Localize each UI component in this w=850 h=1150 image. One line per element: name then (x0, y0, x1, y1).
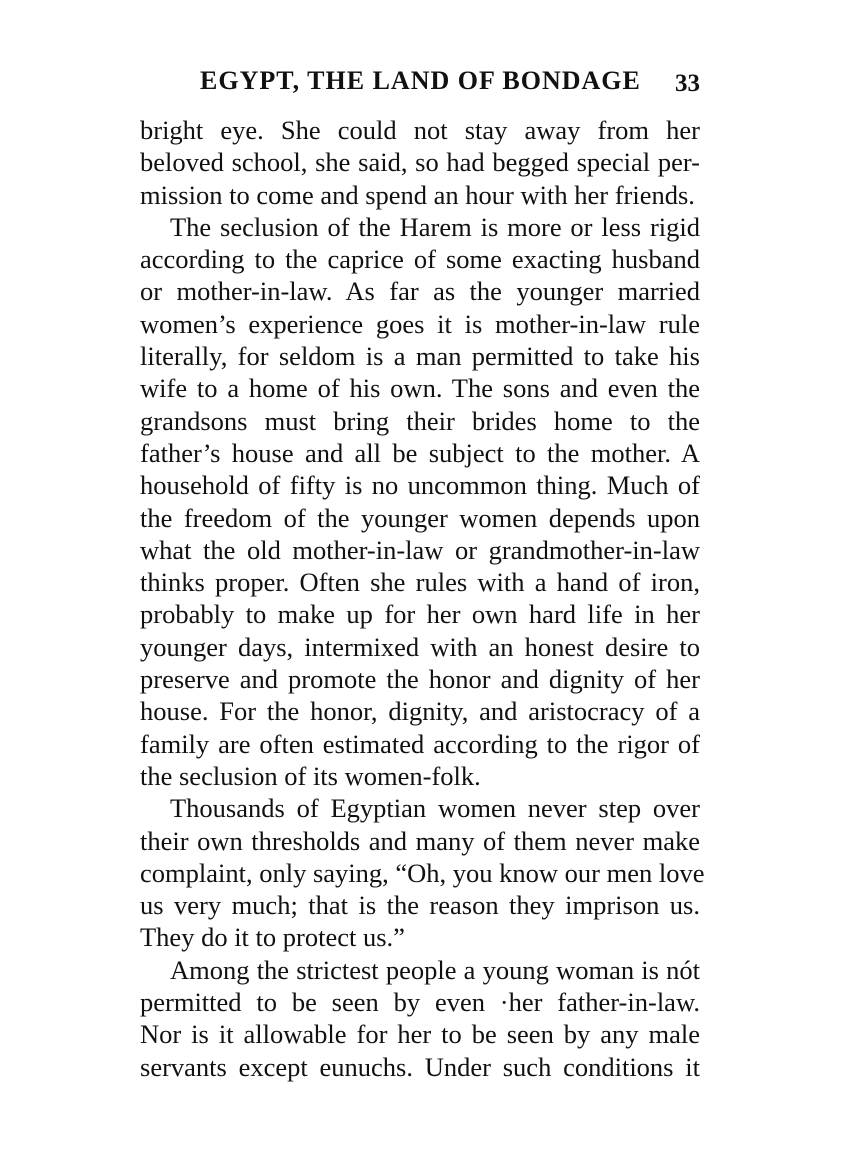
text-line: mission to come and spend an hour with her friends. (140, 179, 695, 210)
text-line: servants except eunuchs. Under such conditions it (140, 1051, 700, 1082)
text-line: They do it to protect us.” (140, 922, 405, 953)
text-line: bright eye. She could not stay away from her (140, 115, 700, 145)
text-line: or mother-in-law. As far as the younger married (140, 276, 700, 307)
text-line: probably to make up for her own hard life in her (140, 599, 700, 630)
text-line: beloved school, she said, so had begged special per- (140, 147, 700, 178)
text-line: women’s experience goes it is mother-in-law rule (140, 308, 700, 339)
text-line: The seclusion of the Harem is more or less rigid (170, 211, 700, 242)
running-title: EGYPT, THE LAND OF BONDAGE (200, 66, 641, 95)
text-line: wife to a home of his own. The sons and even the (140, 373, 700, 404)
text-line: thinks proper. Often she rules with a hand of iron, (140, 567, 700, 598)
text-line: house. For the honor, dignity, and aristocracy of a (140, 696, 700, 727)
text-line: family are often estimated according to the rigor of (140, 728, 700, 759)
text-line: the seclusion of its women-folk. (140, 760, 481, 791)
text-line: Nor is it allowable for her to be seen by any male (140, 1019, 700, 1050)
text-line: complaint, only saying, “Oh, you know our men love (140, 857, 705, 888)
text-line: younger days, intermixed with an honest desire to (140, 631, 700, 662)
text-line: Among the strictest people a young woman is nót (170, 954, 700, 985)
text-line: preserve and promote the honor and dignity of her (140, 664, 700, 695)
text-line: permitted to be seen by even ·her father-in-law. (140, 987, 700, 1018)
text-line: what the old mother-in-law or grandmother-in-law (140, 534, 700, 565)
running-head (140, 66, 700, 106)
text-line: grandsons must bring their brides home to the (140, 405, 700, 436)
text-line: according to the caprice of some exacting husband (140, 244, 700, 275)
body-text (140, 114, 705, 1083)
page-number: 33 (675, 70, 700, 97)
text-line: Thousands of Egyptian women never step over (170, 793, 700, 824)
text-line: household of fifty is no uncommon thing. Much of (140, 470, 700, 501)
text-line: the freedom of the younger women depends upon (140, 502, 700, 533)
text-line: their own thresholds and many of them never make (140, 825, 700, 856)
text-line: literally, for seldom is a man permitted to take his (140, 341, 700, 372)
text-line: us very much; that is the reason they imprison us. (140, 890, 700, 921)
text-line: father’s house and all be subject to the mother. A (140, 437, 700, 468)
